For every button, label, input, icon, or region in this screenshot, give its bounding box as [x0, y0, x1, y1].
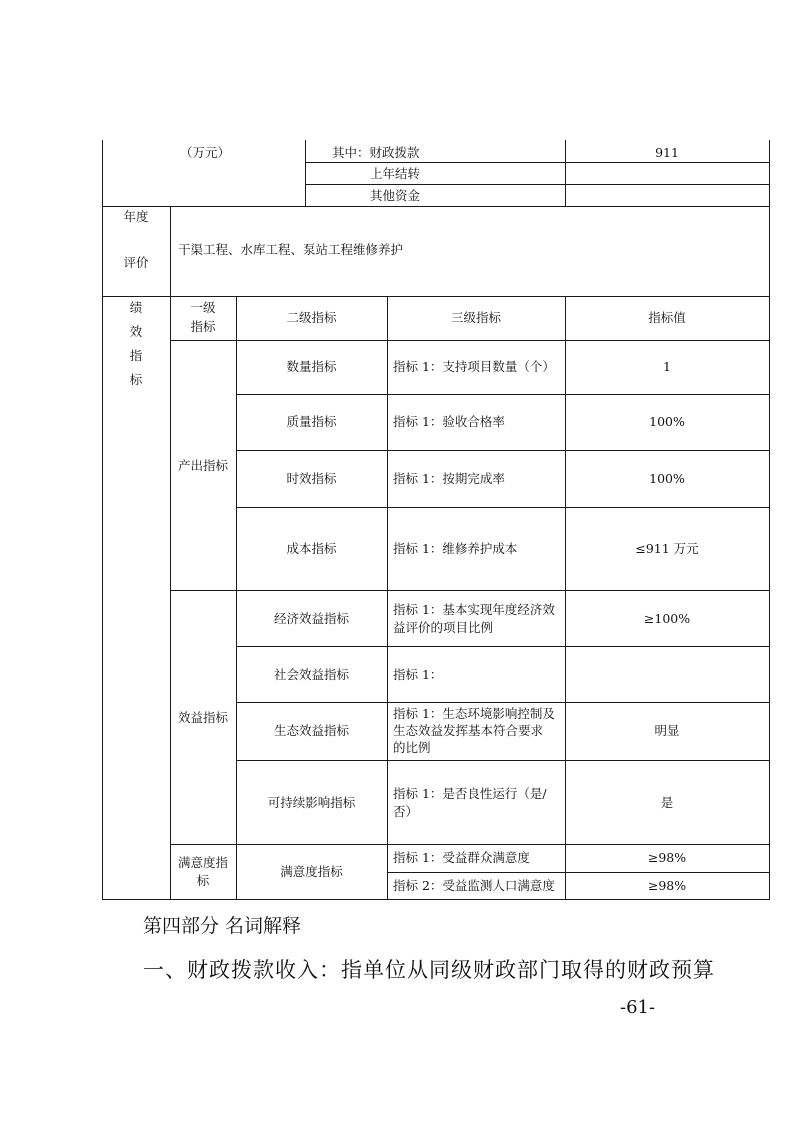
perf-side-label: 指 — [129, 348, 143, 363]
perf-side-label: 标 — [129, 372, 143, 387]
annual-eval-label-line1: 年度 — [123, 209, 149, 224]
row-value: ≥98% — [647, 850, 687, 865]
group-output: 产出指标 — [177, 458, 228, 473]
header-level2: 二级指标 — [286, 310, 337, 325]
funding-row-label: 其中：财政拨款 — [332, 145, 420, 160]
row-level3-line: 指标 1：基本实现年度经济效 — [393, 602, 555, 617]
row-level3: 指标 1：验收合格率 — [393, 414, 505, 429]
header-level1-line1: 一级 — [190, 300, 216, 315]
header-value: 指标值 — [648, 310, 686, 325]
row-level3: 指标 1： — [393, 667, 443, 682]
row-value: 是 — [660, 795, 674, 810]
perf-side-label: 效 — [129, 324, 143, 339]
row-value: ≤911 万元 — [635, 541, 699, 556]
row-level3-line: 指标 1：生态环境影响控制及 — [393, 706, 555, 721]
group-satisfaction-line2: 标 — [196, 873, 210, 888]
row-level2: 时效指标 — [286, 471, 337, 486]
row-level3-line: 指标 1：是否良性运行（是/ — [393, 786, 547, 801]
definition-line: 一、财政拨款收入：指单位从同级财政部门取得的财政预算 — [143, 958, 715, 982]
row-value: 1 — [663, 359, 671, 374]
row-level3: 指标 1：维修养护成本 — [393, 541, 518, 556]
header-level3: 三级指标 — [450, 310, 501, 325]
row-level2: 成本指标 — [286, 541, 337, 556]
row-level3: 指标 2：受益监测人口满意度 — [393, 878, 555, 893]
row-value: ≥100% — [643, 611, 691, 626]
row-value: 100% — [649, 471, 685, 486]
row-level3-line: 否） — [393, 804, 419, 819]
perf-side-label: 绩 — [129, 300, 143, 315]
row-level2: 生态效益指标 — [273, 723, 349, 738]
row-level3-line: 的比例 — [393, 740, 431, 755]
annual-eval-content: 干渠工程、水库工程、泵站工程维修养护 — [178, 242, 404, 257]
row-level3-line: 生态效益发挥基本符合要求 — [393, 723, 544, 738]
funding-row-label: 上年结转 — [370, 166, 421, 181]
row-level3: 指标 1：支持项目数量（个） — [393, 359, 555, 374]
row-level2: 经济效益指标 — [273, 611, 349, 626]
group-benefit: 效益指标 — [177, 710, 228, 725]
annual-eval-label-line2: 评价 — [123, 255, 149, 270]
page-number: -61- — [620, 997, 656, 1018]
row-level2: 可持续影响指标 — [267, 795, 356, 810]
section-title: 第四部分 名词解释 — [143, 915, 302, 937]
group-satisfaction-line1: 满意度指 — [177, 855, 228, 870]
row-level2: 满意度指标 — [280, 864, 343, 879]
row-level2: 数量指标 — [286, 359, 337, 374]
row-level3: 指标 1：受益群众满意度 — [393, 850, 530, 865]
row-level3: 指标 1：按期完成率 — [393, 471, 505, 486]
funding-row-value: 911 — [655, 145, 679, 160]
funding-row-label: 其他资金 — [370, 188, 421, 203]
header-level1-line2: 指标 — [190, 319, 216, 334]
row-level2: 社会效益指标 — [273, 667, 349, 682]
row-level3-line: 益评价的项目比例 — [393, 620, 494, 635]
row-value: ≥98% — [647, 878, 687, 893]
row-level2: 质量指标 — [286, 414, 337, 429]
funding-unit-label: （万元） — [179, 145, 230, 160]
row-value: 明显 — [654, 723, 680, 738]
row-value: 100% — [649, 414, 685, 429]
